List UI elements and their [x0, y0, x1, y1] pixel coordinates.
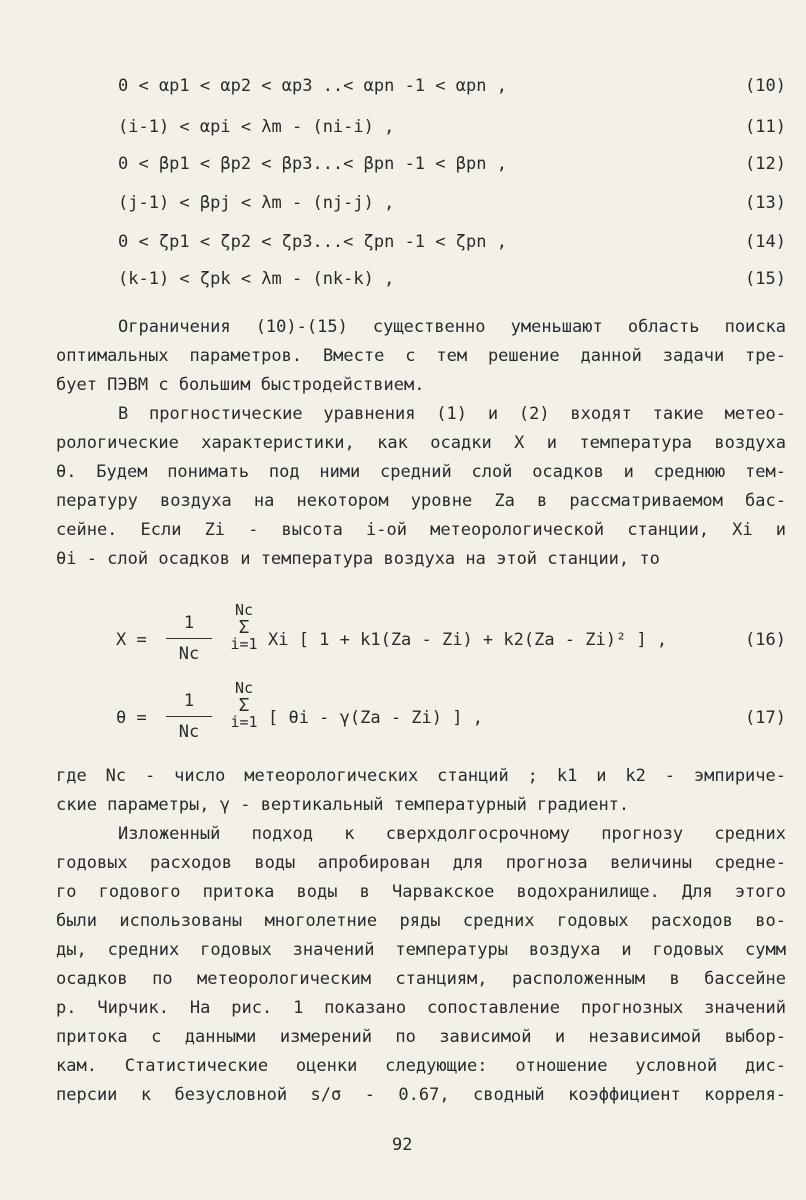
text-line: бует ПЭВМ с большим быстродействием.: [56, 375, 425, 395]
equation-number: (14): [745, 232, 786, 252]
text-line: оптимальных параметров. Вместе с тем решение данной задачи тре-: [56, 346, 786, 366]
equation-number: (15): [745, 269, 786, 289]
fraction: [166, 610, 212, 667]
sum-lower: i=1: [230, 635, 258, 653]
equation-lhs: X =: [116, 630, 147, 650]
equation-formula: 0 < βp1 < βp2 < βp3...< βpn -1 < βpn ,: [118, 154, 507, 174]
equation-10: [118, 72, 786, 100]
equation-number: (11): [745, 117, 786, 137]
sum-sign: Σ: [238, 617, 250, 638]
fraction-denominator: Nc: [178, 644, 200, 664]
paragraph-meteo: [56, 400, 786, 574]
equation-lhs: θ =: [116, 708, 147, 728]
equation-number: (12): [745, 154, 786, 174]
summation: [224, 602, 264, 653]
page-number: 92: [392, 1135, 413, 1155]
text-line: рологические характеристики, как осадки X и температура воздуха: [56, 433, 786, 453]
sum-upper: Nc: [234, 679, 254, 697]
equation-formula: (k-1) < ζpk < λm - (nk-k) ,: [118, 269, 395, 289]
fraction-numerator: 1: [183, 613, 195, 633]
equation-body: Xi [ 1 + k1(Za - Zi) + k2(Za - Zi)² ] ,: [268, 630, 668, 650]
text-line: ды, средних годовых значений температуры воздуха и годовых сумм: [56, 940, 786, 960]
equation-12: [118, 150, 786, 178]
fraction-denominator: Nc: [178, 722, 200, 742]
text-line: были использованы многолетние ряды средних годовых расходов во-: [56, 911, 786, 931]
equation-formula: 0 < ζp1 < ζp2 < ζp3...< ζpn -1 < ζpn ,: [118, 232, 507, 252]
fraction-numerator: 1: [183, 691, 195, 711]
fraction: [166, 688, 212, 745]
text-line: го годового притока воды в Чарвакское водохранилище. Для этого: [56, 882, 786, 902]
text-line: Изложенный подход к сверхдолгосрочному прогнозу средних: [118, 824, 786, 844]
equation-number: (10): [745, 76, 786, 96]
sum-lower: i=1: [230, 713, 258, 731]
equation-body: [ θi - γ(Za - Zi) ] ,: [268, 708, 483, 728]
summation: [224, 680, 264, 731]
paragraph-constraints: [56, 313, 786, 400]
text-line: притока с данными измерений по зависимой и независимой выбор-: [56, 1027, 786, 1047]
paragraph-definitions: [56, 762, 786, 820]
text-line: Ограничения (10)-(15) существенно уменьшают область поиска: [118, 317, 786, 337]
text-line: θi - слой осадков и температура воздуха на этой станции, то: [56, 549, 660, 569]
text-line: сейне. Если Zi - высота i-ой метеорологической станции, Xi и: [56, 520, 786, 540]
sum-sign: Σ: [238, 695, 250, 716]
paragraph-approach: [56, 820, 786, 1110]
sum-upper: Nc: [234, 601, 254, 619]
equation-11: [118, 113, 786, 141]
equation-formula: 0 < αp1 < αp2 < αp3 ..< αpn -1 < αpn ,: [118, 76, 507, 96]
equation-15: [118, 265, 786, 293]
text-line: осадков по метеорологическим станциям, расположенным в бассейне: [56, 969, 786, 989]
text-line: годовых расходов воды апробирован для прогноза величины средне-: [56, 853, 786, 873]
text-line: ские параметры, γ - вертикальный температурный градиент.: [56, 795, 630, 815]
equation-14: [118, 228, 786, 256]
equation-16: [116, 601, 786, 680]
equation-13: [118, 189, 786, 217]
equation-formula: (i-1) < αpi < λm - (ni-i) ,: [118, 117, 395, 137]
text-line: В прогностические уравнения (1) и (2) входят такие метео-: [118, 404, 786, 424]
text-line: θ. Будем понимать под ними средний слой осадков и среднюю тем-: [56, 462, 786, 482]
equation-17: [116, 679, 786, 758]
text-line: кам. Статистические оценки следующие: отношение условной дис-: [56, 1056, 786, 1076]
equation-number: (16): [745, 630, 786, 650]
equation-number: (13): [745, 193, 786, 213]
text-line: где Nc - число метеорологических станций ; k1 и k2 - эмпириче-: [56, 766, 786, 786]
text-line: персии к безусловной s/σ - 0.67, сводный коэффициент корреля-: [56, 1085, 786, 1105]
equation-formula: (j-1) < βpj < λm - (nj-j) ,: [118, 193, 395, 213]
text-line: пературу воздуха на некотором уровне Za в рассматриваемом бас-: [56, 491, 786, 511]
text-line: р. Чирчик. На рис. 1 показано сопоставление прогнозных значений: [56, 998, 786, 1018]
equation-number: (17): [745, 708, 786, 728]
